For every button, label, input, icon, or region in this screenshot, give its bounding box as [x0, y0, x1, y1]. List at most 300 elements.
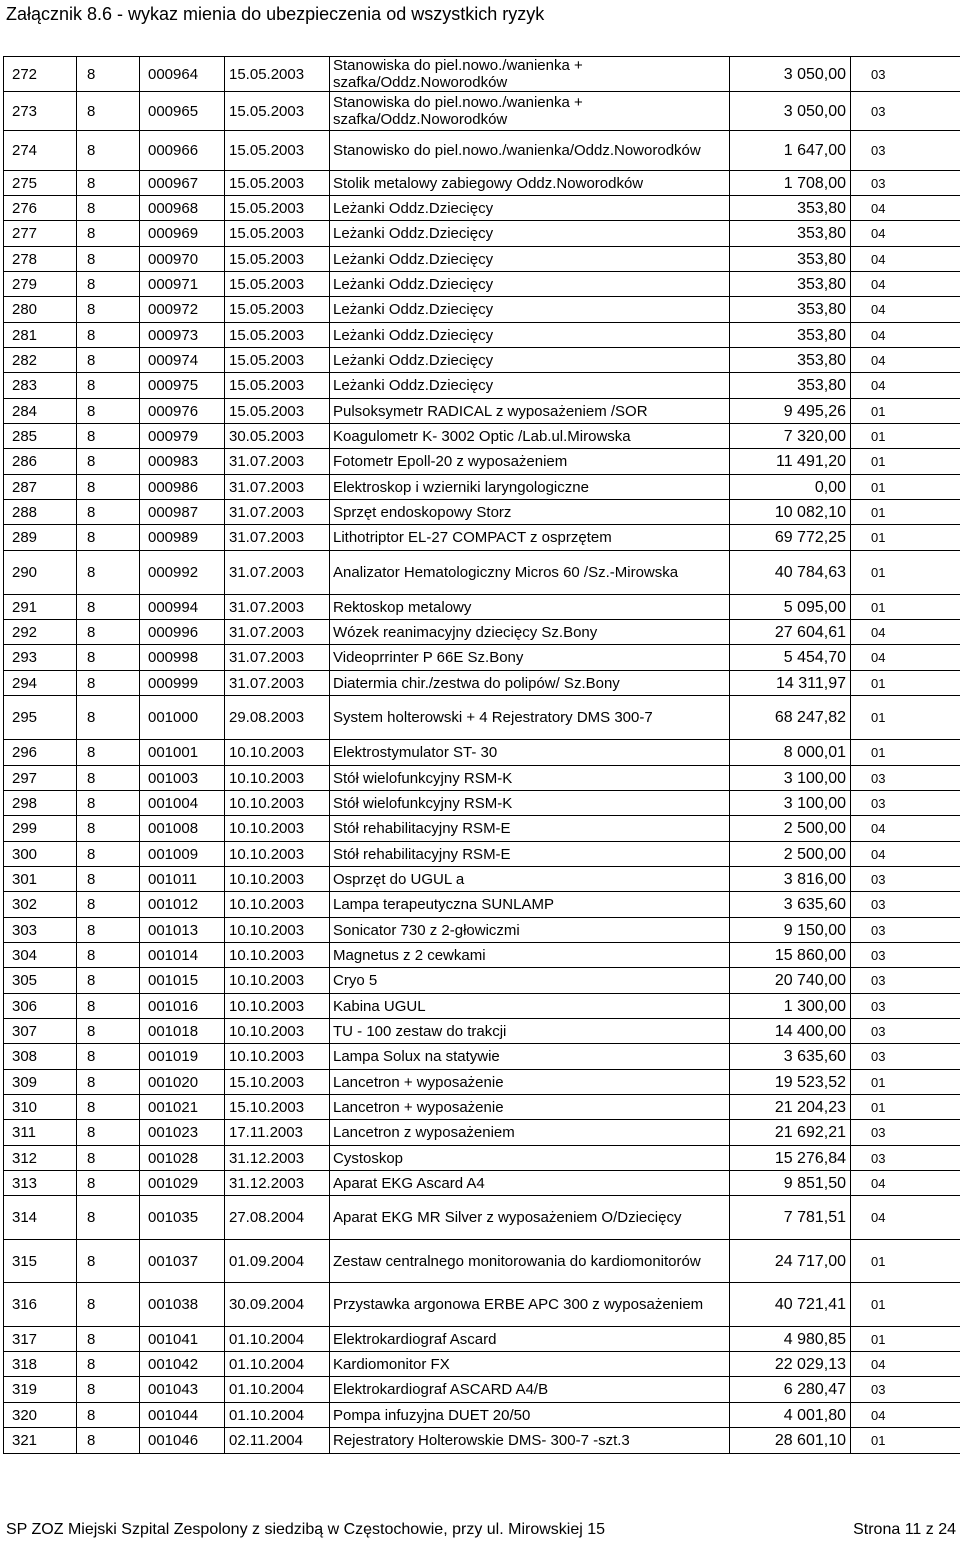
row-date: 10.10.2003 [225, 867, 330, 892]
row-name: System holterowski + 4 Rejestratory DMS 300-7 [330, 696, 730, 740]
row-value: 1 300,00 [730, 994, 851, 1019]
row-number: 305 [4, 968, 77, 994]
table-row [4, 766, 960, 791]
row-inventory-number: 000994 [140, 595, 225, 620]
row-date: 15.05.2003 [225, 323, 330, 348]
row-inventory-number: 000965 [140, 92, 225, 131]
row-inventory-number: 000964 [140, 57, 225, 92]
table-row [4, 247, 960, 272]
row-date: 10.10.2003 [225, 1019, 330, 1044]
row-group: 8 [77, 424, 140, 449]
row-date: 02.11.2004 [225, 1428, 330, 1454]
row-name: Stanowisko do piel.nowo./wanienka/Oddz.Noworodków [330, 131, 730, 171]
table-row [4, 1095, 960, 1120]
row-inventory-number: 001041 [140, 1327, 225, 1352]
row-value: 5 095,00 [730, 595, 851, 620]
table-row [4, 449, 960, 475]
row-value: 2 500,00 [730, 842, 851, 867]
row-name: Lancetron + wyposażenie [330, 1070, 730, 1095]
row-date: 10.10.2003 [225, 918, 330, 943]
row-date: 30.05.2003 [225, 424, 330, 449]
table-row [4, 1240, 960, 1283]
row-number: 319 [4, 1377, 77, 1403]
row-date: 01.09.2004 [225, 1240, 330, 1283]
row-number: 307 [4, 1019, 77, 1044]
table-row [4, 968, 960, 994]
row-number: 306 [4, 994, 77, 1019]
row-value: 27 604,61 [730, 620, 851, 645]
table-row [4, 424, 960, 449]
row-group: 8 [77, 1196, 140, 1240]
row-name: Rektoskop metalowy [330, 595, 730, 620]
row-date: 31.12.2003 [225, 1146, 330, 1171]
row-inventory-number: 000970 [140, 247, 225, 272]
row-inventory-number: 000973 [140, 323, 225, 348]
row-date: 15.05.2003 [225, 131, 330, 171]
row-date: 15.10.2003 [225, 1070, 330, 1095]
row-name: Pulsoksymetr RADICAL z wyposażeniem /SOR [330, 399, 730, 424]
row-value: 21 204,23 [730, 1095, 851, 1120]
table-row [4, 671, 960, 696]
row-date: 31.12.2003 [225, 1171, 330, 1196]
row-name: Elektrokardiograf ASCARD A4/B [330, 1377, 730, 1403]
row-date: 01.10.2004 [225, 1377, 330, 1403]
row-value: 1 708,00 [730, 171, 851, 196]
row-inventory-number: 000998 [140, 645, 225, 671]
row-inventory-number: 000967 [140, 171, 225, 196]
row-name: Koagulometr K- 3002 Optic /Lab.ul.Mirowska [330, 424, 730, 449]
row-kst-group: 04 [851, 1196, 960, 1240]
row-name: Zestaw centralnego monitorowania do kardiomonitorów [330, 1240, 730, 1283]
row-kst-group: 04 [851, 1171, 960, 1196]
table-row [4, 842, 960, 867]
row-kst-group: 03 [851, 1120, 960, 1146]
row-group: 8 [77, 1428, 140, 1454]
table-row [4, 1019, 960, 1044]
table-row [4, 1196, 960, 1240]
row-name: Lithotriptor EL-27 COMPACT z osprzętem [330, 525, 730, 551]
row-kst-group: 03 [851, 968, 960, 994]
row-number: 285 [4, 424, 77, 449]
row-group: 8 [77, 247, 140, 272]
row-value: 11 491,20 [730, 449, 851, 475]
table-row [4, 918, 960, 943]
row-date: 01.10.2004 [225, 1403, 330, 1428]
row-number: 289 [4, 525, 77, 551]
row-inventory-number: 001044 [140, 1403, 225, 1428]
row-value: 69 772,25 [730, 525, 851, 551]
table-row [4, 1352, 960, 1377]
table-row [4, 221, 960, 247]
row-inventory-number: 000976 [140, 399, 225, 424]
row-kst-group: 04 [851, 1352, 960, 1377]
row-number: 309 [4, 1070, 77, 1095]
table-row [4, 272, 960, 297]
row-date: 27.08.2004 [225, 1196, 330, 1240]
row-name: Leżanki Oddz.Dziecięcy [330, 221, 730, 247]
row-date: 15.10.2003 [225, 1095, 330, 1120]
row-number: 315 [4, 1240, 77, 1283]
row-group: 8 [77, 791, 140, 816]
row-inventory-number: 000989 [140, 525, 225, 551]
row-group: 8 [77, 1070, 140, 1095]
table-row [4, 399, 960, 424]
table-row [4, 943, 960, 968]
table-row [4, 867, 960, 892]
row-number: 278 [4, 247, 77, 272]
row-number: 313 [4, 1171, 77, 1196]
row-date: 31.07.2003 [225, 645, 330, 671]
row-value: 4 980,85 [730, 1327, 851, 1352]
table-row [4, 595, 960, 620]
row-value: 9 150,00 [730, 918, 851, 943]
row-number: 312 [4, 1146, 77, 1171]
row-value: 3 816,00 [730, 867, 851, 892]
row-date: 31.07.2003 [225, 595, 330, 620]
row-name: Leżanki Oddz.Dziecięcy [330, 348, 730, 373]
row-inventory-number: 001001 [140, 740, 225, 766]
row-group: 8 [77, 551, 140, 595]
row-group: 8 [77, 196, 140, 221]
row-value: 10 082,10 [730, 500, 851, 525]
table-row [4, 92, 960, 131]
row-date: 17.11.2003 [225, 1120, 330, 1146]
row-number: 298 [4, 791, 77, 816]
table-row [4, 551, 960, 595]
row-name: Stolik metalowy zabiegowy Oddz.Noworodków [330, 171, 730, 196]
row-name: Leżanki Oddz.Dziecięcy [330, 196, 730, 221]
row-inventory-number: 001008 [140, 816, 225, 842]
row-value: 21 692,21 [730, 1120, 851, 1146]
row-group: 8 [77, 297, 140, 323]
row-group: 8 [77, 740, 140, 766]
row-name: Osprzęt do UGUL a [330, 867, 730, 892]
table-row [4, 816, 960, 842]
table-row [4, 131, 960, 171]
row-group: 8 [77, 842, 140, 867]
table-row [4, 348, 960, 373]
row-name: Sonicator 730 z 2-głowiczmi [330, 918, 730, 943]
row-inventory-number: 001035 [140, 1196, 225, 1240]
row-name: Elektroskop i wzierniki laryngologiczne [330, 475, 730, 500]
row-number: 273 [4, 92, 77, 131]
row-number: 301 [4, 867, 77, 892]
row-kst-group: 04 [851, 196, 960, 221]
row-name: Rejestratory Holterowskie DMS- 300-7 -szt.3 [330, 1428, 730, 1454]
row-name: TU - 100 zestaw do trakcji [330, 1019, 730, 1044]
row-value: 0,00 [730, 475, 851, 500]
row-kst-group: 03 [851, 867, 960, 892]
row-date: 15.05.2003 [225, 297, 330, 323]
row-kst-group: 01 [851, 424, 960, 449]
row-inventory-number: 001004 [140, 791, 225, 816]
row-kst-group: 04 [851, 842, 960, 867]
row-number: 295 [4, 696, 77, 740]
row-inventory-number: 001014 [140, 943, 225, 968]
row-date: 10.10.2003 [225, 892, 330, 918]
row-number: 310 [4, 1095, 77, 1120]
table-row [4, 297, 960, 323]
table-row [4, 1171, 960, 1196]
row-name: Magnetus z 2 cewkami [330, 943, 730, 968]
row-number: 304 [4, 943, 77, 968]
row-number: 296 [4, 740, 77, 766]
row-kst-group: 01 [851, 475, 960, 500]
row-kst-group: 03 [851, 791, 960, 816]
row-group: 8 [77, 1352, 140, 1377]
row-number: 308 [4, 1044, 77, 1070]
row-number: 274 [4, 131, 77, 171]
row-number: 284 [4, 399, 77, 424]
row-name: Stół rehabilitacyjny RSM-E [330, 842, 730, 867]
row-group: 8 [77, 1403, 140, 1428]
row-name: Cryo 5 [330, 968, 730, 994]
row-inventory-number: 001020 [140, 1070, 225, 1095]
row-number: 277 [4, 221, 77, 247]
row-name: Lampa terapeutyczna SUNLAMP [330, 892, 730, 918]
row-kst-group: 04 [851, 620, 960, 645]
row-value: 3 100,00 [730, 791, 851, 816]
row-kst-group: 01 [851, 525, 960, 551]
row-group: 8 [77, 994, 140, 1019]
row-name: Stół wielofunkcyjny RSM-K [330, 791, 730, 816]
row-kst-group: 03 [851, 1146, 960, 1171]
row-kst-group: 03 [851, 131, 960, 171]
row-name: Leżanki Oddz.Dziecięcy [330, 247, 730, 272]
row-group: 8 [77, 1171, 140, 1196]
row-date: 15.05.2003 [225, 348, 330, 373]
row-group: 8 [77, 867, 140, 892]
row-inventory-number: 000987 [140, 500, 225, 525]
row-number: 281 [4, 323, 77, 348]
row-group: 8 [77, 1095, 140, 1120]
row-value: 353,80 [730, 247, 851, 272]
row-number: 299 [4, 816, 77, 842]
row-number: 303 [4, 918, 77, 943]
row-inventory-number: 000968 [140, 196, 225, 221]
table-row [4, 475, 960, 500]
row-group: 8 [77, 943, 140, 968]
row-value: 4 001,80 [730, 1403, 851, 1428]
row-value: 1 647,00 [730, 131, 851, 171]
table-row [4, 1403, 960, 1428]
row-kst-group: 01 [851, 449, 960, 475]
row-group: 8 [77, 131, 140, 171]
row-date: 15.05.2003 [225, 92, 330, 131]
row-name: Fotometr Epoll-20 z wyposażeniem [330, 449, 730, 475]
row-value: 353,80 [730, 272, 851, 297]
row-number: 300 [4, 842, 77, 867]
row-number: 293 [4, 645, 77, 671]
row-group: 8 [77, 92, 140, 131]
row-date: 15.05.2003 [225, 196, 330, 221]
row-name: Kabina UGUL [330, 994, 730, 1019]
row-kst-group: 01 [851, 1095, 960, 1120]
row-group: 8 [77, 525, 140, 551]
table-row [4, 1283, 960, 1327]
row-inventory-number: 000971 [140, 272, 225, 297]
row-value: 353,80 [730, 297, 851, 323]
row-kst-group: 03 [851, 994, 960, 1019]
table-row [4, 196, 960, 221]
row-kst-group: 03 [851, 1377, 960, 1403]
row-inventory-number: 001003 [140, 766, 225, 791]
row-number: 288 [4, 500, 77, 525]
row-number: 318 [4, 1352, 77, 1377]
row-inventory-number: 000986 [140, 475, 225, 500]
row-name: Elektrokardiograf Ascard [330, 1327, 730, 1352]
inventory-table-body [4, 57, 960, 1454]
row-number: 314 [4, 1196, 77, 1240]
row-value: 7 320,00 [730, 424, 851, 449]
table-row [4, 1428, 960, 1454]
row-value: 3 050,00 [730, 57, 851, 92]
row-group: 8 [77, 57, 140, 92]
row-number: 321 [4, 1428, 77, 1454]
row-group: 8 [77, 1019, 140, 1044]
row-date: 31.07.2003 [225, 620, 330, 645]
row-group: 8 [77, 816, 140, 842]
row-date: 10.10.2003 [225, 1044, 330, 1070]
row-group: 8 [77, 399, 140, 424]
row-number: 282 [4, 348, 77, 373]
row-name: Lancetron z wyposażeniem [330, 1120, 730, 1146]
row-inventory-number: 000983 [140, 449, 225, 475]
row-group: 8 [77, 595, 140, 620]
row-inventory-number: 000966 [140, 131, 225, 171]
row-date: 10.10.2003 [225, 740, 330, 766]
row-name: Stół wielofunkcyjny RSM-K [330, 766, 730, 791]
row-name: Leżanki Oddz.Dziecięcy [330, 323, 730, 348]
row-date: 15.05.2003 [225, 272, 330, 297]
table-row [4, 171, 960, 196]
row-inventory-number: 001029 [140, 1171, 225, 1196]
row-date: 10.10.2003 [225, 842, 330, 867]
footer-institution: SP ZOZ Miejski Szpital Zespolony z siedzibą w Częstochowie, przy ul. Mirowskiej 15 [6, 1521, 606, 1538]
row-kst-group: 01 [851, 1240, 960, 1283]
row-number: 287 [4, 475, 77, 500]
inventory-table [3, 56, 960, 1454]
row-kst-group: 01 [851, 399, 960, 424]
row-date: 31.07.2003 [225, 500, 330, 525]
row-value: 14 311,97 [730, 671, 851, 696]
row-date: 30.09.2004 [225, 1283, 330, 1327]
footer-page-number: Strona 11 z 24 [853, 1521, 956, 1538]
row-name: Aparat EKG MR Silver z wyposażeniem O/Dziecięcy [330, 1196, 730, 1240]
table-row [4, 791, 960, 816]
row-name: Leżanki Oddz.Dziecięcy [330, 297, 730, 323]
table-row [4, 1070, 960, 1095]
row-number: 275 [4, 171, 77, 196]
row-kst-group: 03 [851, 92, 960, 131]
row-name: Analizator Hematologiczny Micros 60 /Sz.-Mirowska [330, 551, 730, 595]
row-date: 15.05.2003 [225, 57, 330, 92]
table-row [4, 1146, 960, 1171]
row-name: Leżanki Oddz.Dziecięcy [330, 272, 730, 297]
row-inventory-number: 001019 [140, 1044, 225, 1070]
row-number: 280 [4, 297, 77, 323]
row-inventory-number: 001000 [140, 696, 225, 740]
row-value: 6 280,47 [730, 1377, 851, 1403]
row-value: 353,80 [730, 196, 851, 221]
row-date: 10.10.2003 [225, 791, 330, 816]
row-name: Stół rehabilitacyjny RSM-E [330, 816, 730, 842]
row-name: Pompa infuzyjna DUET 20/50 [330, 1403, 730, 1428]
row-value: 2 500,00 [730, 816, 851, 842]
row-inventory-number: 001012 [140, 892, 225, 918]
row-name: Videoprrinter P 66E Sz.Bony [330, 645, 730, 671]
row-kst-group: 03 [851, 171, 960, 196]
row-kst-group: 04 [851, 1403, 960, 1428]
row-kst-group: 03 [851, 1019, 960, 1044]
row-value: 3 635,60 [730, 892, 851, 918]
table-row [4, 892, 960, 918]
row-group: 8 [77, 373, 140, 399]
row-date: 31.07.2003 [225, 525, 330, 551]
row-kst-group: 01 [851, 696, 960, 740]
row-inventory-number: 001038 [140, 1283, 225, 1327]
row-date: 15.05.2003 [225, 373, 330, 399]
row-group: 8 [77, 1327, 140, 1352]
row-kst-group: 01 [851, 671, 960, 696]
row-value: 353,80 [730, 348, 851, 373]
row-name: Wózek reanimacyjny dziecięcy Sz.Bony [330, 620, 730, 645]
row-date: 01.10.2004 [225, 1327, 330, 1352]
table-row [4, 1120, 960, 1146]
document-header: Załącznik 8.6 - wykaz mienia do ubezpieczenia od wszystkich ryzyk [6, 4, 545, 24]
row-value: 9 495,26 [730, 399, 851, 424]
row-name: Przystawka argonowa ERBE APC 300 z wyposażeniem [330, 1283, 730, 1327]
row-number: 290 [4, 551, 77, 595]
row-group: 8 [77, 171, 140, 196]
row-value: 9 851,50 [730, 1171, 851, 1196]
row-name: Diatermia chir./zestwa do polipów/ Sz.Bony [330, 671, 730, 696]
row-name: Leżanki Oddz.Dziecięcy [330, 373, 730, 399]
row-inventory-number: 001011 [140, 867, 225, 892]
row-group: 8 [77, 892, 140, 918]
table-row [4, 696, 960, 740]
row-value: 68 247,82 [730, 696, 851, 740]
row-name: Aparat EKG Ascard A4 [330, 1171, 730, 1196]
row-inventory-number: 000972 [140, 297, 225, 323]
row-number: 302 [4, 892, 77, 918]
row-kst-group: 01 [851, 1327, 960, 1352]
table-row [4, 620, 960, 645]
row-group: 8 [77, 671, 140, 696]
row-value: 14 400,00 [730, 1019, 851, 1044]
row-inventory-number: 001015 [140, 968, 225, 994]
row-name: Lancetron + wyposażenie [330, 1095, 730, 1120]
row-inventory-number: 001021 [140, 1095, 225, 1120]
row-value: 20 740,00 [730, 968, 851, 994]
row-number: 320 [4, 1403, 77, 1428]
row-group: 8 [77, 1120, 140, 1146]
row-inventory-number: 000992 [140, 551, 225, 595]
row-name: Stanowiska do piel.nowo./wanienka + szafka/Oddz.Noworodków [330, 92, 730, 131]
row-value: 28 601,10 [730, 1428, 851, 1454]
row-value: 19 523,52 [730, 1070, 851, 1095]
row-group: 8 [77, 1044, 140, 1070]
row-value: 353,80 [730, 323, 851, 348]
row-group: 8 [77, 272, 140, 297]
row-date: 10.10.2003 [225, 943, 330, 968]
row-inventory-number: 001046 [140, 1428, 225, 1454]
table-row [4, 1327, 960, 1352]
row-kst-group: 01 [851, 1428, 960, 1454]
row-name: Lampa Solux na statywie [330, 1044, 730, 1070]
row-name: Sprzęt endoskopowy Storz [330, 500, 730, 525]
row-kst-group: 01 [851, 551, 960, 595]
